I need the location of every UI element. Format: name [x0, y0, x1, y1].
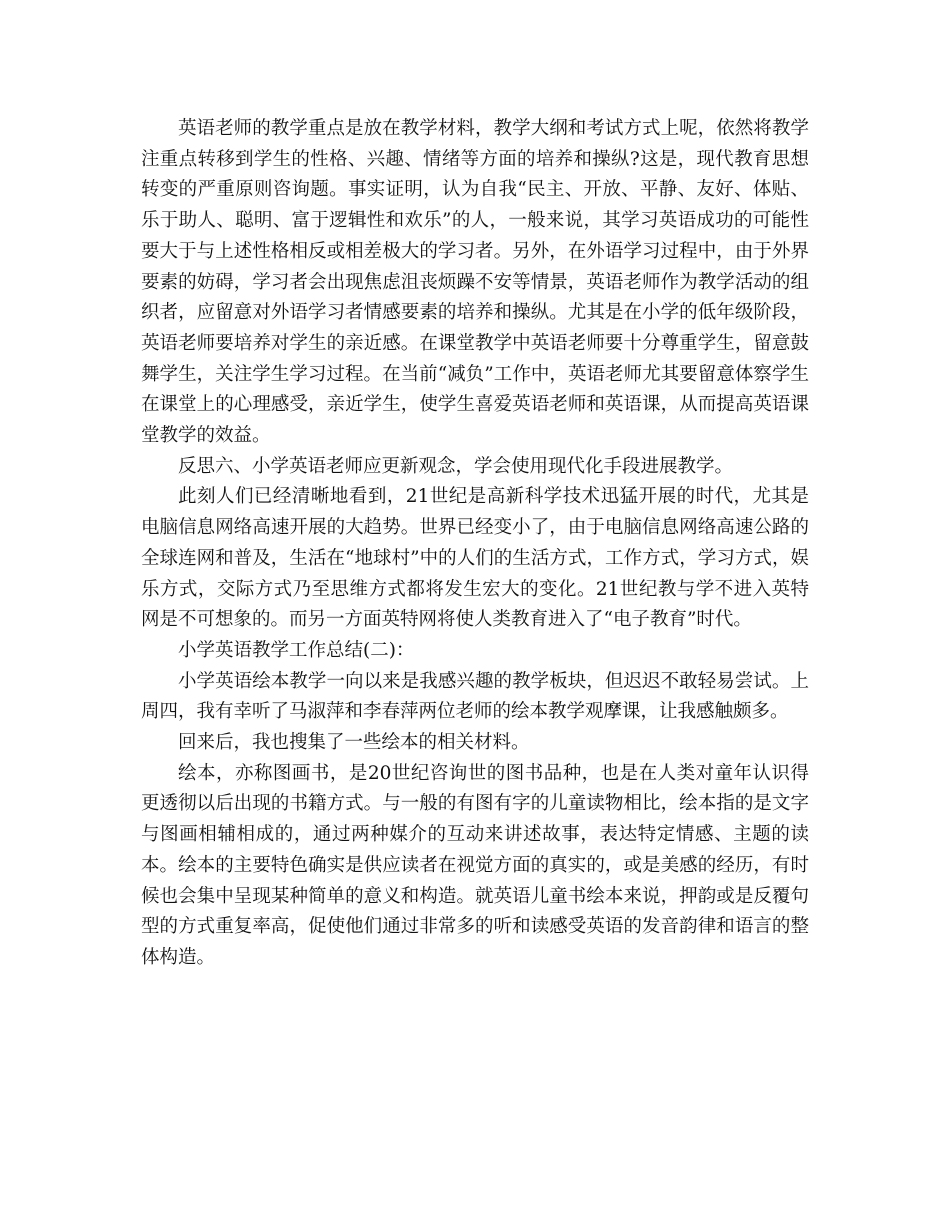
paragraph: 回来后，我也搜集了一些绘本的相关材料。 — [178, 732, 530, 754]
paragraph: 英语老师的教学重点是放在教学材料，教学大纲和考试方式上呢，依然将教学注重点转移到学生的性格、兴趣、情绪等方面的培养和操纵?这是，现代教育思想转变的严重原则咨询题。事实证明，认为自我“民主、开放、平静、友好、体贴、乐于助人、聪明、富于逻辑性和欢乐”的人，一般来说，其学习英语成功的可能性要大于与上述性格相反或相差极大的学习者。另外，在外语学习过程中，由于外界要素的妨碍，学习者会出现焦虑沮丧烦躁不安等情景，英语老师作为教学活动的组织者，应留意对外语学习者情感要素的培养和操纵。尤其是在小学的低年级阶段，英语老师要培养对学生的亲近感。在课堂教学中英语老师要十分尊重学生，留意鼓舞学生，关注学生学习过程。在当前“减负”工作中，英语老师尤其要留意体察学生在课堂上的心理感受，亲近学生，使学生喜爱英语老师和英语课，从而提高英语课堂教学的效益。 — [141, 118, 809, 447]
paragraph: 绘本，亦称图画书，是20世纪咨询世的图书品种，也是在人类对童年认识得更透彻以后出现的书籍方式。与一般的有图有字的儿童读物相比，绘本指的是文字与图画相辅相成的，通过两种媒介的互动来讲述故事，表达特定情感、主题的读本。绘本的主要特色确实是供应读者在视觉方面的真实的，或是美感的经历，有时候也会集中呈现某种简单的意义和构造。就英语儿童书绘本来说，押韵或是反覆句型的方式重复率高，促使他们通过非常多的听和读感受英语的发音韵律和语言的整体构造。 — [141, 762, 809, 968]
section-heading: 反思六、小学英语老师应更新观念，学会使用现代化手段进展教学。 — [178, 455, 734, 477]
paragraph: 此刻人们已经清晰地看到，21世纪是高新科学技术迅猛开展的时代，尤其是电脑信息网络高速开展的大趋势。世界已经变小了，由于电脑信息网络高速公路的全球连网和普及，生活在“地球村”中的人们的生活方式，工作方式，学习方式，娱乐方式，交际方式乃至思维方式都将发生宏大的变化。21世纪教与学不进入英特网是不可想象的。而另一方面英特网将使人类教育进入了“电子教育”时代。 — [141, 486, 809, 631]
document-body — [141, 114, 809, 974]
section-heading: 小学英语教学工作总结(二)： — [178, 639, 415, 661]
paragraph: 小学英语绘本教学一向以来是我感兴趣的教学板块，但迟迟不敢轻易尝试。上周四，我有幸听了马淑萍和李春萍两位老师的绘本教学观摩课，让我感触颇多。 — [141, 670, 809, 723]
